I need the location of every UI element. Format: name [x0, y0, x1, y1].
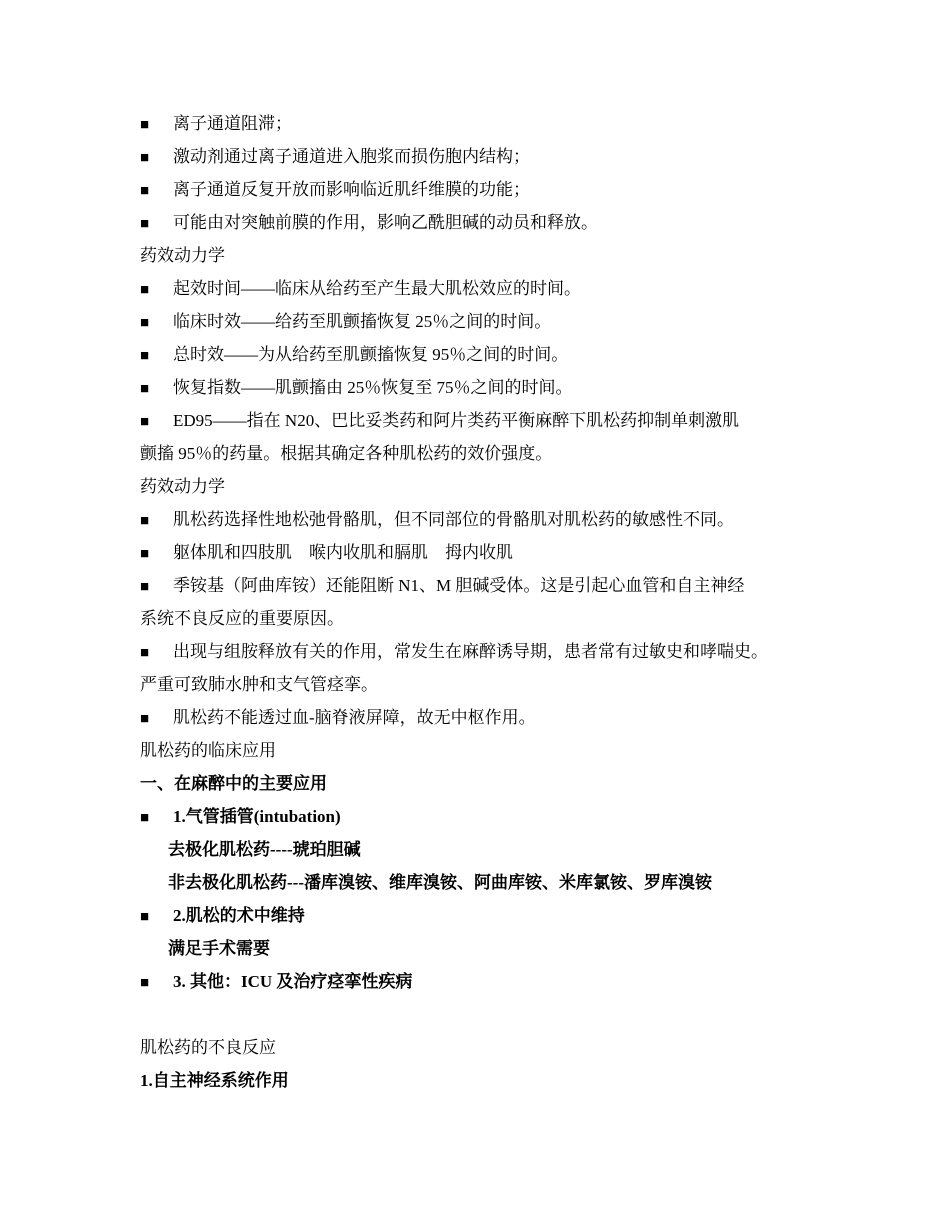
list-item-text: 激动剂通过离子通道进入胞浆而损伤胞内结构； [173, 147, 530, 166]
list-item-text: ED95——指在 N20、巴比妥类药和阿片类药平衡麻醉下肌松药抑制单刺激肌 [173, 411, 740, 430]
bullet-icon: ■ [140, 711, 150, 727]
bullet-icon: ■ [140, 975, 150, 991]
bullet-icon: ■ [140, 546, 150, 562]
list-item [140, 404, 840, 437]
bullet-icon: ■ [140, 348, 150, 364]
list-item [140, 800, 840, 833]
bullet-icon: ■ [140, 282, 150, 298]
list-item [140, 701, 840, 734]
list-item [140, 536, 840, 569]
list-item [140, 635, 840, 668]
list-item [140, 965, 840, 998]
list-item [140, 305, 840, 338]
list-item-text: 总时效——为从给药至肌颤搐恢复 95％之间的时间。 [173, 345, 569, 364]
list-item [140, 899, 840, 932]
list-item-text: 起效时间——临床从给药至产生最大肌松效应的时间。 [173, 279, 581, 298]
bullet-icon: ■ [140, 579, 150, 595]
bullet-icon: ■ [140, 183, 150, 199]
list-item-text: 躯体肌和四肢肌 喉内收肌和膈肌 拇内收肌 [173, 543, 513, 562]
paragraph-continuation: 颤搐 95％的药量。根据其确定各种肌松药的效价强度。 [140, 444, 553, 463]
list-item-text: 1.气管插管(intubation) [173, 807, 341, 826]
paragraph-continuation: 系统不良反应的重要原因。 [140, 609, 344, 628]
indented-item: 非去极化肌松药---潘库溴铵、维库溴铵、阿曲库铵、米库氯铵、罗库溴铵 [168, 873, 712, 892]
bullet-icon: ■ [140, 117, 150, 133]
paragraph-continuation: 严重可致肺水肿和支气管痉挛。 [140, 675, 378, 694]
list-item-text: 肌松药选择性地松弛骨骼肌，但不同部位的骨骼肌对肌松药的敏感性不同。 [173, 510, 734, 529]
list-item-text: 出现与组胺释放有关的作用，常发生在麻醉诱导期，患者常有过敏史和哮喘史。 [173, 642, 768, 661]
bullet-icon: ■ [140, 909, 150, 925]
bullet-icon: ■ [140, 810, 150, 826]
list-item [140, 206, 840, 239]
list-item [140, 338, 840, 371]
section-heading: 肌松药的临床应用 [140, 741, 276, 760]
bullet-icon: ■ [140, 414, 150, 430]
list-item [140, 503, 840, 536]
list-item-text: 3. 其他：ICU 及治疗痉挛性疾病 [173, 972, 413, 991]
list-item [140, 173, 840, 206]
indented-item: 去极化肌松药----琥珀胆碱 [168, 840, 361, 859]
document-page [140, 107, 840, 1097]
list-item-text: 恢复指数——肌颤搐由 25％恢复至 75％之间的时间。 [173, 378, 573, 397]
list-item-text: 2.肌松的术中维持 [173, 906, 305, 925]
subsection-heading: 1.自主神经系统作用 [140, 1071, 289, 1090]
list-item-text: 肌松药不能透过血-脑脊液屏障，故无中枢作用。 [173, 708, 536, 727]
section-heading: 肌松药的不良反应 [140, 1038, 276, 1057]
list-item [140, 272, 840, 305]
subsection-heading: 一、在麻醉中的主要应用 [140, 774, 327, 793]
blank-line [140, 998, 840, 1031]
list-item-text: 临床时效——给药至肌颤搐恢复 25％之间的时间。 [173, 312, 552, 331]
bullet-icon: ■ [140, 150, 150, 166]
section-heading: 药效动力学 [140, 246, 225, 265]
bullet-icon: ■ [140, 645, 150, 661]
list-item [140, 107, 840, 140]
list-item [140, 140, 840, 173]
section-heading: 药效动力学 [140, 477, 225, 496]
bullet-icon: ■ [140, 315, 150, 331]
bullet-icon: ■ [140, 513, 150, 529]
bullet-icon: ■ [140, 216, 150, 232]
list-item [140, 371, 840, 404]
list-item-text: 离子通道阻滞； [173, 114, 292, 133]
list-item-text: 离子通道反复开放而影响临近肌纤维膜的功能； [173, 180, 530, 199]
list-item [140, 569, 840, 602]
indented-item: 满足手术需要 [168, 939, 270, 958]
bullet-icon: ■ [140, 381, 150, 397]
list-item-text: 季铵基（阿曲库铵）还能阻断 N1、M 胆碱受体。这是引起心血管和自主神经 [173, 576, 745, 595]
list-item-text: 可能由对突触前膜的作用，影响乙酰胆碱的动员和释放。 [173, 213, 598, 232]
